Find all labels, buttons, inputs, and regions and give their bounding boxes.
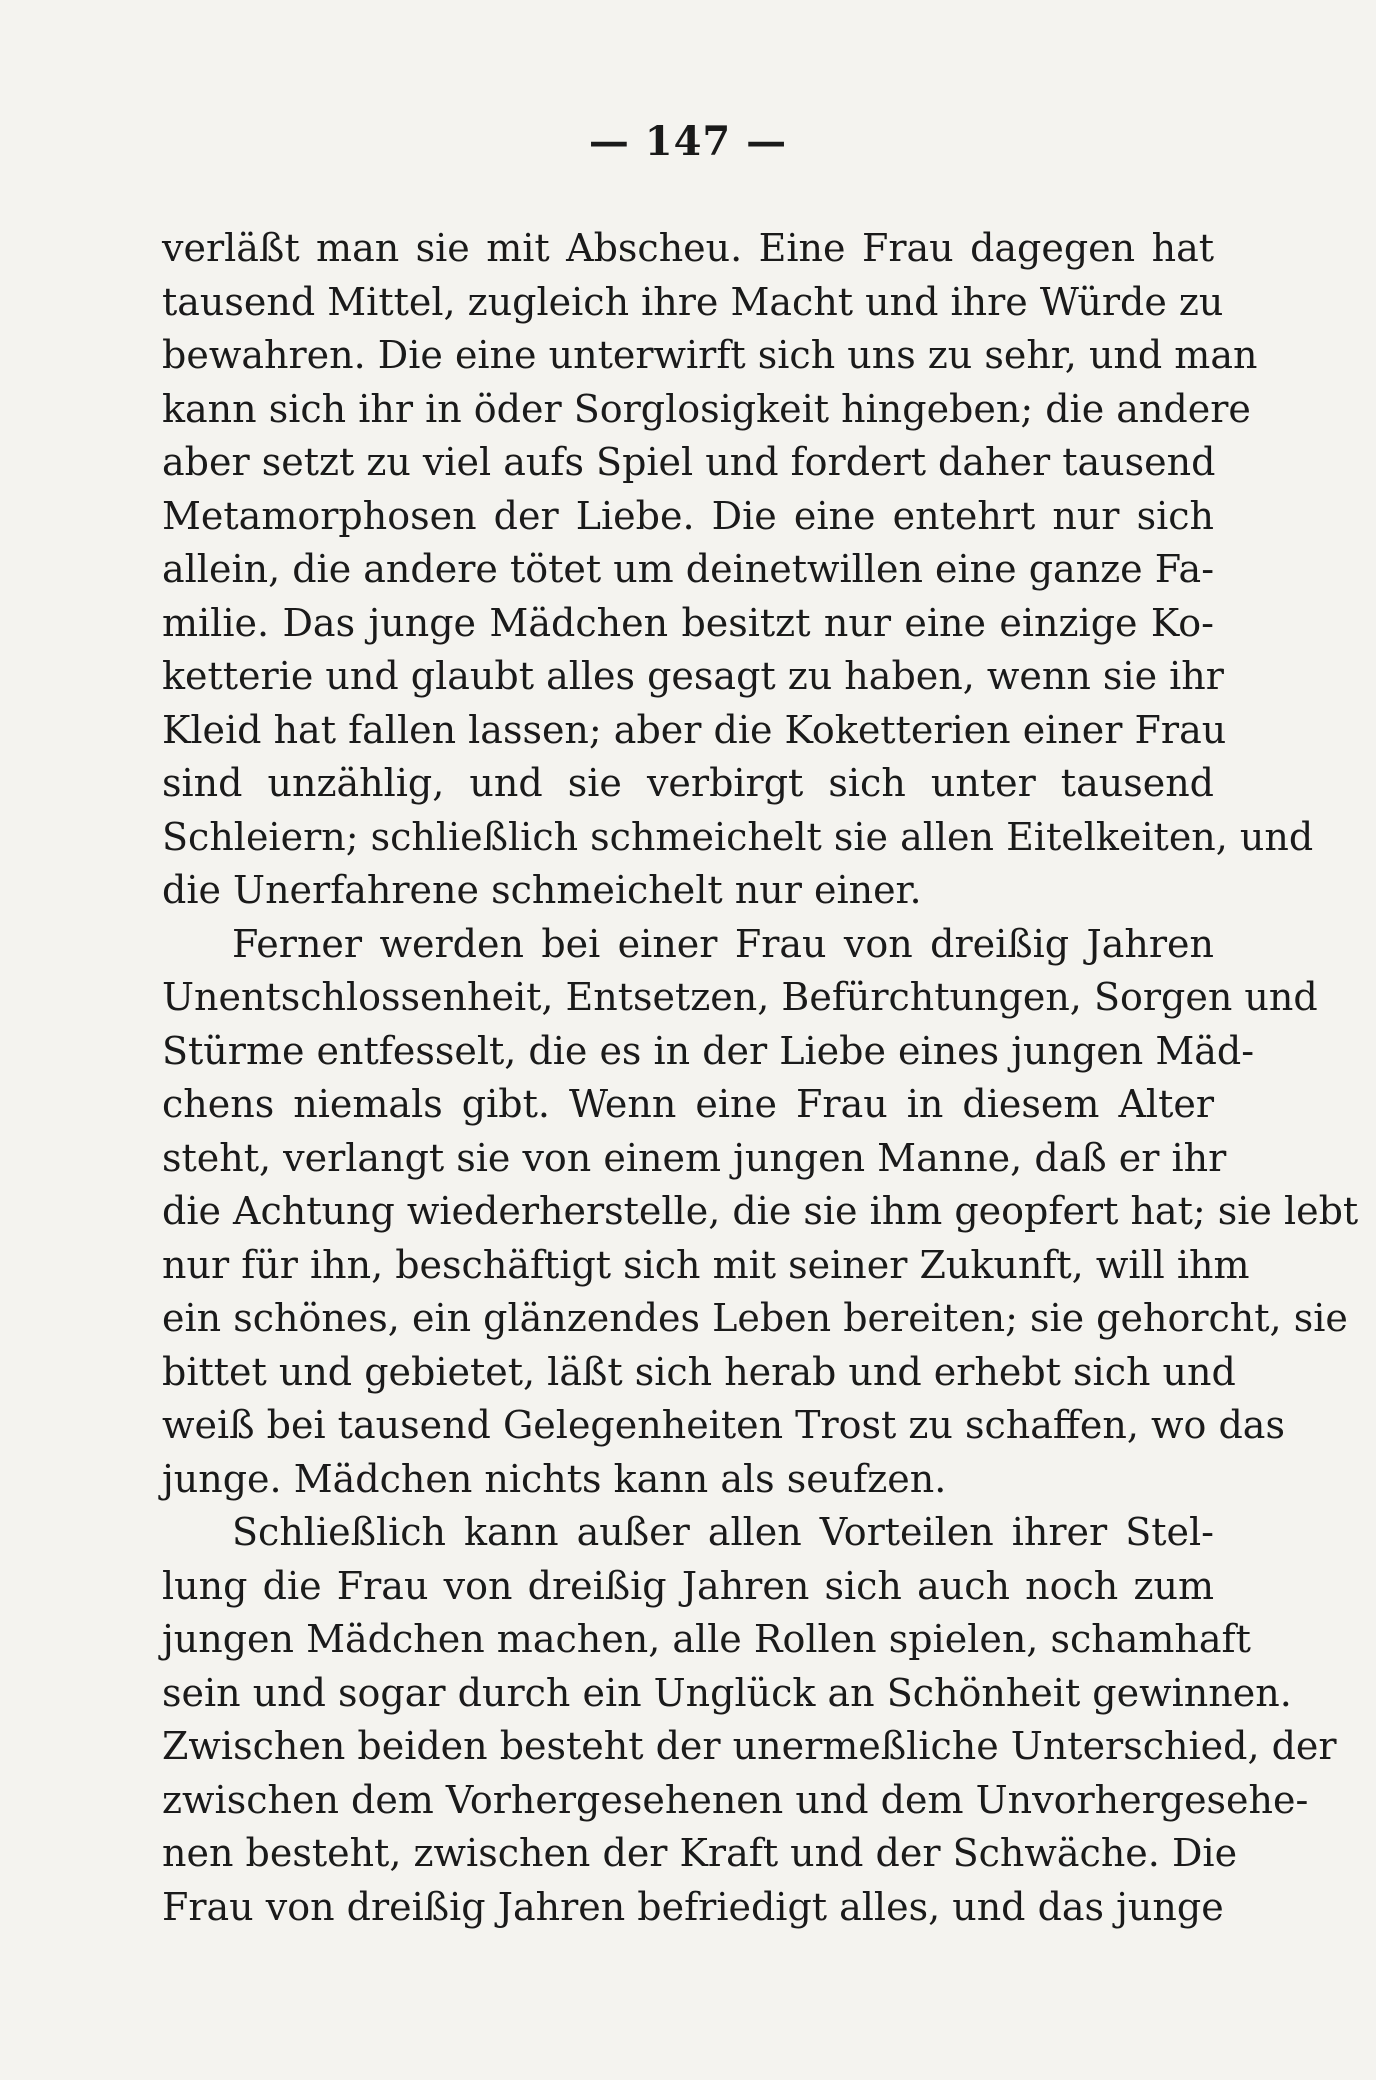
text-line: nur für ihn, beschäftigt sich mit seiner Zukunft, will ihm	[162, 1242, 1250, 1287]
text-line: nen besteht, zwischen der Kraft und der Schwäche. Die	[162, 1831, 1238, 1875]
text-line: ein schönes, ein glänzendes Leben bereiten; sie gehorcht, sie	[162, 1296, 1348, 1340]
text-line: tausend Mittel, zugleich ihre Macht und ihre Würde zu	[162, 279, 1224, 324]
text-line: weiß bei tausend Gelegenheiten Trost zu schaffen, wo das	[162, 1403, 1285, 1447]
page-number: — 147 —	[588, 118, 788, 165]
text-line: bittet und gebietet, läßt sich herab und erhebt sich und	[162, 1349, 1236, 1394]
text-line: zwischen dem Vorhergesehenen und dem Unvorhergesehe-	[162, 1777, 1309, 1822]
text-line: ketterie und glaubt alles gesagt zu haben, wenn sie ihr	[162, 654, 1224, 698]
text-line: lung die Frau von dreißig Jahren sich auch noch zum	[162, 1563, 1214, 1608]
text-line: Zwischen beiden besteht der unermeßliche Unterschied, der	[162, 1724, 1337, 1768]
text-line: die Achtung wiederherstelle, die sie ihm geopfert hat; sie lebt	[162, 1189, 1359, 1233]
text-line: junge. Mädchen nichts kann als seufzen.	[162, 1456, 947, 1501]
text-line: Frau von dreißig Jahren befriedigt alles, und das junge	[162, 1884, 1224, 1929]
text-line: allein, die andere tötet um deinetwillen eine ganze Fa-	[162, 547, 1215, 591]
text-line: jungen Mädchen machen, alle Rollen spielen, schamhaft	[162, 1617, 1251, 1661]
text-line: Unentschlossenheit, Entsetzen, Befürchtungen, Sorgen und	[162, 975, 1318, 1019]
text-line: kann sich ihr in öder Sorglosigkeit hingeben; die andere	[162, 386, 1251, 431]
text-line: Stürme entfesselt, die es in der Liebe eines jungen Mäd-	[162, 1028, 1255, 1073]
text-line: verläßt man sie mit Abscheu. Eine Frau dagegen hat	[162, 226, 1214, 270]
text-line: Schleiern; schließlich schmeichelt sie allen Eitelkeiten, und	[162, 814, 1314, 859]
text-line: Metamorphosen der Liebe. Die eine entehrt nur sich	[162, 493, 1214, 538]
text-line: Schließlich kann außer allen Vorteilen ihrer Stel-	[232, 1510, 1214, 1554]
text-line: aber setzt zu viel aufs Spiel und fordert daher tausend	[162, 440, 1216, 484]
text-line: milie. Das junge Mädchen besitzt nur eine einzige Ko-	[162, 600, 1214, 645]
text-line: chens niemals gibt. Wenn eine Frau in diesem Alter	[162, 1082, 1214, 1126]
text-line: Kleid hat fallen lassen; aber die Koketterien einer Frau	[162, 707, 1227, 752]
body-text	[162, 222, 1359, 1934]
text-line: bewahren. Die eine unterwirft sich uns zu sehr, und man	[162, 333, 1258, 377]
text-line: sein und sogar durch ein Unglück an Schönheit gewinnen.	[162, 1670, 1292, 1715]
text-line: steht, verlangt sie von einem jungen Manne, daß er ihr	[162, 1135, 1227, 1180]
text-line: die Unerfahrene schmeichelt nur einer.	[162, 868, 922, 912]
text-line: Ferner werden bei einer Frau von dreißig Jahren	[232, 921, 1214, 966]
text-line: sind unzählig, und sie verbirgt sich unter tausend	[162, 761, 1214, 805]
